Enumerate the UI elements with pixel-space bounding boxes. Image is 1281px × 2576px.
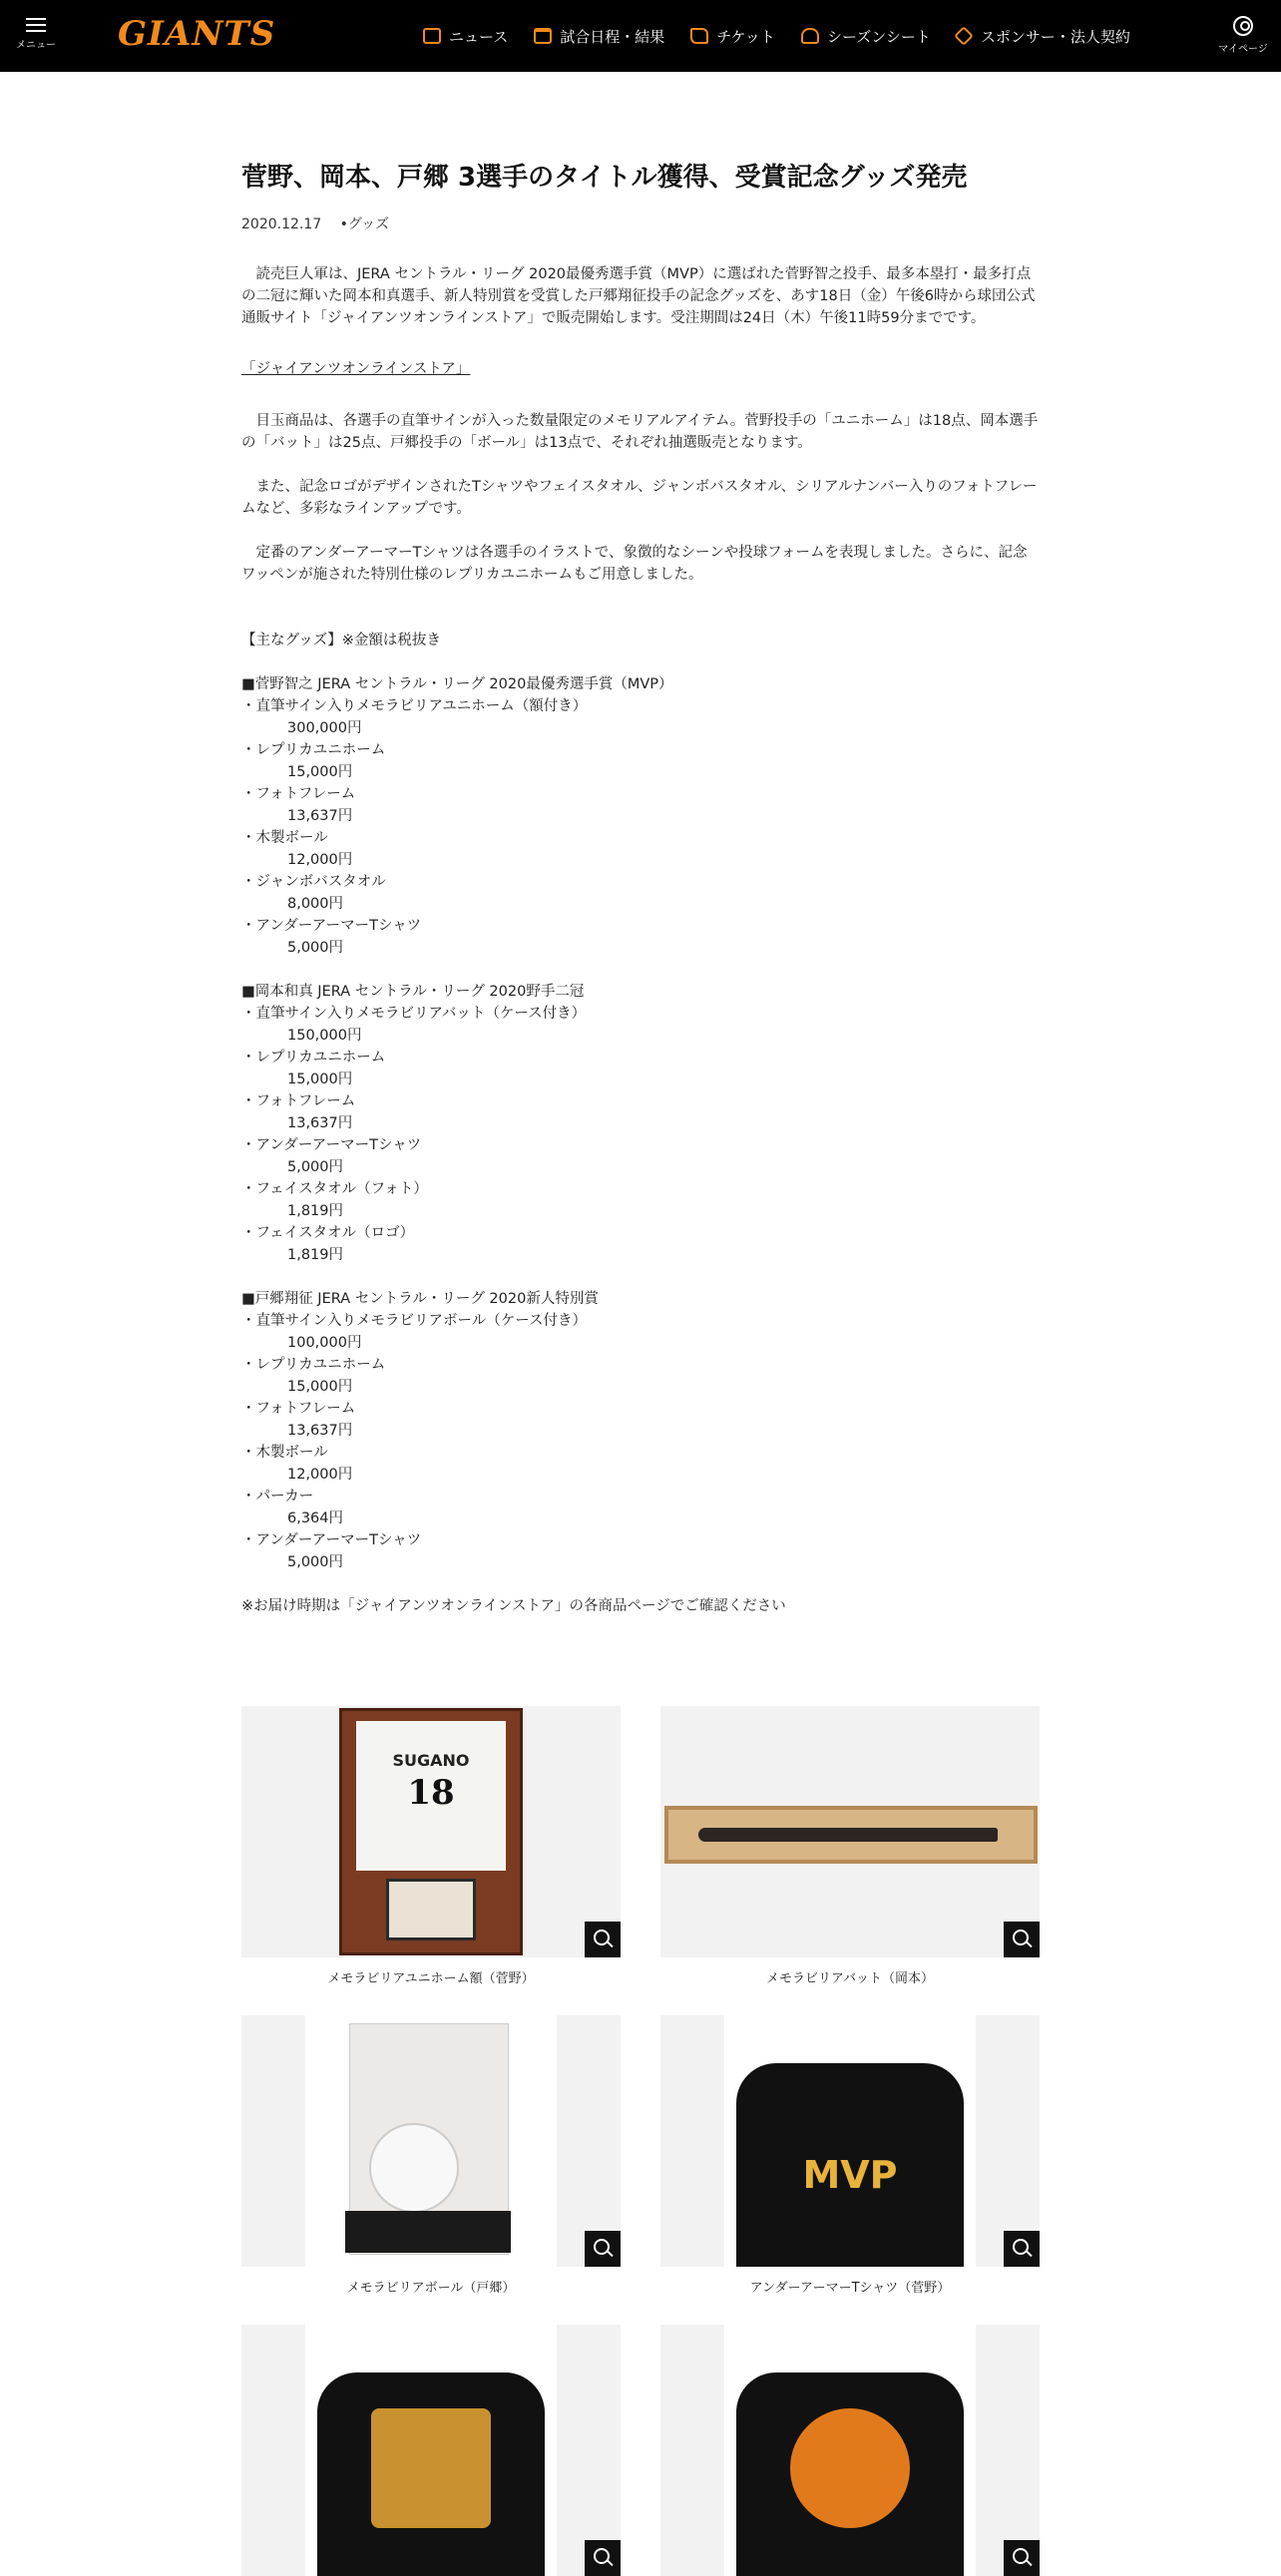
group-heading: ■戸郷翔征 JERA セントラル・リーグ 2020新人特別賞 — [241, 1291, 599, 1308]
zoom-icon[interactable] — [585, 2540, 621, 2576]
zoom-icon[interactable] — [1004, 2231, 1040, 2267]
goods-price: 5,000円 — [287, 1159, 344, 1176]
article-date: 2020.12.17 — [241, 216, 322, 233]
goods-price: 13,637円 — [287, 808, 353, 825]
article-paragraph: 読売巨人軍は、JERA セントラル・リーグ 2020最優秀選手賞（MVP）に選ばれた菅野智之投手、最多本塁打・最多打点の二冠に輝いた岡本和真選手、新人特別賞を受賞した戸郷翔征投手の記念グッズを、あす18日（金）午後6時から球団公式通販サイト「ジャイアンツオンラインストア」で販売開始します。受注期間は24日（木）午後11時59分までです。 — [241, 266, 1036, 327]
article-title: 菅野、岡本、戸郷 3選手のタイトル獲得、受賞記念グッズ発売 — [241, 163, 968, 193]
mvp-print: MVP — [802, 2153, 898, 2197]
mypage-button[interactable] — [1215, 16, 1271, 55]
nav-sponsor-label: スポンサー・法人契約 — [980, 27, 1130, 46]
zoom-icon[interactable] — [585, 1922, 621, 1957]
diamond-icon — [954, 26, 974, 46]
goods-price: 100,000円 — [287, 1335, 362, 1352]
rookie-shirt-photo[interactable] — [660, 2325, 1040, 2576]
goods-price: 15,000円 — [287, 1379, 353, 1396]
gallery-card — [241, 2015, 621, 2296]
goods-price: 5,000円 — [287, 1554, 344, 1571]
news-article — [241, 160, 1040, 1617]
goods-item: ・アンダーアーマーTシャツ — [241, 918, 422, 935]
goods-group-okamoto — [241, 981, 1040, 1266]
gallery-card — [241, 2325, 621, 2576]
uniform-frame-photo[interactable] — [241, 1706, 621, 1957]
gallery-card — [241, 1706, 621, 1986]
goods-item: ・アンダーアーマーTシャツ — [241, 1532, 422, 1549]
site-header — [0, 0, 1281, 72]
article-paragraph: 目玉商品は、各選手の直筆サインが入った数量限定のメモリアルアイテム。菅野投手の「ユニホーム」は18点、岡本選手の「バット」は25点、戸郷投手の「ボール」は13点で、それぞれ抽選販売となります。 — [241, 413, 1039, 452]
case-base — [345, 2211, 511, 2253]
jersey-number: 18 — [407, 1773, 455, 1813]
bat-case-image — [664, 1806, 1038, 1864]
photo-caption: アンダーアーマーTシャツ（菅野） — [749, 2281, 951, 2296]
goods-price: 300,000円 — [287, 720, 362, 737]
goods-price: 12,000円 — [287, 852, 353, 869]
nav-sponsor[interactable] — [957, 26, 1130, 47]
goods-price: 8,000円 — [287, 896, 344, 913]
okamoto-shirt-photo[interactable] — [241, 2325, 621, 2576]
goods-item: ・直筆サイン入りメモラビリアボール（ケース付き） — [241, 1313, 587, 1330]
goods-price: 1,819円 — [287, 1203, 344, 1220]
news-icon — [423, 28, 441, 44]
goods-item: ・フェイスタオル（フォト） — [241, 1181, 428, 1198]
article-meta — [241, 214, 1040, 233]
photo-caption: メモラビリアバット（岡本） — [766, 1971, 934, 1986]
photo-plaque — [386, 1879, 476, 1940]
player-illustration-print — [371, 2408, 491, 2528]
goods-price: 15,000円 — [287, 764, 353, 781]
goods-item: ・直筆サイン入りメモラビリアユニホーム（額付き） — [241, 698, 588, 715]
goods-item: ・レプリカユニホーム — [241, 742, 386, 759]
goods-item: ・フォトフレーム — [241, 1093, 356, 1110]
goods-price: 13,637円 — [287, 1423, 353, 1440]
mvp-shirt-photo[interactable] — [660, 2015, 1040, 2267]
nav-season-seat-label: シーズンシート — [826, 27, 931, 46]
zoom-icon[interactable] — [1004, 1922, 1040, 1957]
ball-case-photo[interactable] — [241, 2015, 621, 2267]
goods-price: 150,000円 — [287, 1028, 362, 1045]
bat-case-photo[interactable] — [660, 1706, 1040, 1957]
group-heading: ■菅野智之 JERA セントラル・リーグ 2020最優秀選手賞（MVP） — [241, 676, 673, 693]
nav-ticket[interactable] — [690, 26, 775, 47]
nav-schedule[interactable] — [534, 26, 664, 47]
goods-item: ・フェイスタオル（ロゴ） — [241, 1225, 415, 1242]
ticket-icon — [690, 28, 708, 44]
goods-group-sugano — [241, 673, 1040, 959]
goods-item: ・フォトフレーム — [241, 1401, 356, 1418]
goods-item: ・レプリカユニホーム — [241, 1050, 386, 1067]
online-store-link[interactable]: 「ジャイアンツオンラインストア」 — [241, 361, 471, 378]
goods-item: ・パーカー — [241, 1489, 314, 1505]
jersey-name: SUGANO — [392, 1751, 470, 1770]
goods-group-togo — [241, 1288, 1040, 1573]
nav-schedule-label: 試合日程・結果 — [560, 27, 665, 46]
calendar-icon — [534, 28, 552, 44]
hamburger-icon — [26, 18, 46, 32]
goods-price: 15,000円 — [287, 1072, 353, 1088]
jersey-frame-image — [339, 1708, 523, 1955]
goods-price: 13,637円 — [287, 1115, 353, 1132]
nav-news-label: ニュース — [449, 27, 509, 46]
goods-item: ・レプリカユニホーム — [241, 1357, 386, 1374]
zoom-icon[interactable] — [1004, 2540, 1040, 2576]
delivery-note: ※お届け時期は「ジャイアンツオンラインストア」の各商品ページでご確認ください — [241, 1598, 786, 1615]
article-category[interactable]: •グッズ — [339, 216, 390, 233]
goods-item: ・ジャンボバスタオル — [241, 874, 386, 891]
goods-item: ・木製ボール — [241, 1445, 328, 1462]
gallery-card — [660, 1706, 1040, 1986]
article-paragraph: 定番のアンダーアーマーTシャツは各選手のイラストで、象徴的なシーンや投球フォームを表現しました。さらに、記念ワッペンが施された特別仕様のレプリカユニホームもご用意しました。 — [241, 545, 1028, 584]
photo-caption: メモラビリアボール（戸郷） — [346, 2281, 516, 2296]
ball-case-image — [305, 2015, 557, 2267]
user-icon — [1233, 16, 1253, 36]
baseball-image — [369, 2123, 459, 2213]
goods-price: 12,000円 — [287, 1467, 353, 1484]
rookie-award-print — [790, 2408, 910, 2528]
goods-heading: 【主なグッズ】※金額は税抜き — [241, 633, 441, 649]
main-nav — [423, 0, 1156, 72]
jersey-image — [356, 1721, 506, 1871]
article-paragraph: また、記念ロゴがデザインされたTシャツやフェイスタオル、ジャンボバスタオル、シリアルナンバー入りのフォトフレームなど、多彩なラインアップです。 — [241, 479, 1038, 518]
goods-item: ・直筆サイン入りメモラビリアバット（ケース付き） — [241, 1006, 587, 1023]
mypage-label: マイページ — [1218, 44, 1268, 55]
goods-price: 1,819円 — [287, 1247, 344, 1264]
goods-price: 6,364円 — [287, 1510, 344, 1527]
nav-ticket-label: チケット — [716, 27, 775, 46]
menu-button[interactable] — [14, 14, 58, 58]
nav-news[interactable] — [423, 26, 508, 47]
photo-caption: メモラビリアユニホーム額（菅野） — [327, 1971, 535, 1986]
black-tshirt-image — [736, 2372, 964, 2576]
goods-item: ・フォトフレーム — [241, 786, 356, 803]
menu-label: メニュー — [16, 40, 56, 51]
nav-season-seat[interactable] — [801, 26, 931, 47]
group-heading: ■岡本和真 JERA セントラル・リーグ 2020野手二冠 — [241, 984, 585, 1001]
goods-item: ・アンダーアーマーTシャツ — [241, 1137, 422, 1154]
gallery-card — [660, 2015, 1040, 2296]
goods-price: 5,000円 — [287, 940, 344, 957]
goods-item: ・木製ボール — [241, 830, 328, 847]
black-tshirt-image — [736, 2063, 964, 2267]
gallery-card — [660, 2325, 1040, 2576]
zoom-icon[interactable] — [585, 2231, 621, 2267]
black-tshirt-image — [317, 2372, 545, 2576]
seat-icon — [801, 28, 819, 44]
giants-logo[interactable]: GIANTS — [118, 14, 276, 54]
